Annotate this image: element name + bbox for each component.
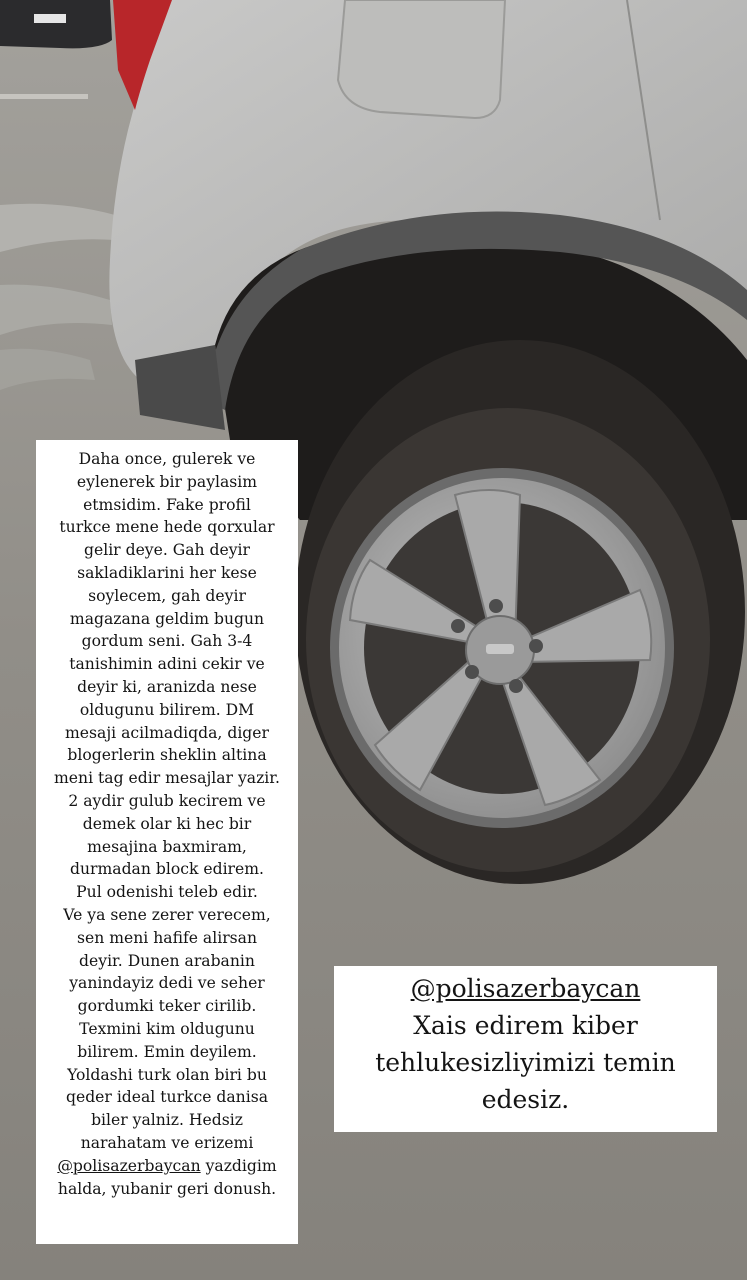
callout-line: tehlukesizliyimizi temin [375, 1048, 676, 1077]
story-line: soylecem, gah deyir [88, 586, 246, 605]
story-line: bilirem. Emin deyilem. [77, 1042, 257, 1061]
story-line: halda, yubanir geri donush. [57, 1179, 277, 1198]
story-line: etmsidim. Fake profil [83, 495, 251, 514]
story-line: gordumki teker cirilib. [77, 997, 257, 1016]
fuel-door [338, 0, 505, 118]
story-line: Pul odenishi teleb edir. [76, 883, 258, 902]
story-line: sen meni hafife alirsan [77, 928, 257, 947]
background-car [0, 0, 112, 48]
mention-suffix: yazdigim [200, 1156, 277, 1175]
callout-mention-link[interactable]: @polisazerbaycan [410, 974, 641, 1003]
parking-line [0, 94, 88, 99]
story-line: Daha once, gulerek ve [78, 450, 256, 468]
story-line: deyir ki, aranizda nese [77, 677, 257, 696]
story-line: sakladiklarini her kese [77, 563, 257, 582]
callout-line: edesiz. [481, 1085, 570, 1114]
story-text-box [36, 440, 298, 1244]
story-line: gordum seni. Gah 3-4 [81, 632, 253, 651]
story-paragraph [42, 448, 292, 1200]
story-line: biler yalniz. Hedsiz [91, 1111, 243, 1130]
story-line: oldugunu bilirem. DM [79, 700, 255, 719]
mention-link[interactable]: @polisazerbaycan [57, 1156, 201, 1175]
story-line: mesaji acilmadiqda, diger [65, 723, 269, 742]
story-line: magazana geldim bugun [69, 609, 265, 628]
story-line: durmadan block edirem. [70, 860, 264, 879]
callout-line: Xais edirem kiber [413, 1011, 638, 1040]
story-line: Texmini kim oldugunu [79, 1019, 255, 1038]
license-plate [34, 14, 66, 23]
story-line: qeder ideal turkce danisa [65, 1088, 268, 1107]
story-mention-line [42, 1155, 292, 1178]
hub-emblem [486, 644, 514, 654]
story-line: tanishimin adini cekir ve [69, 655, 265, 674]
story-line: yanindayiz dedi ve seher [69, 974, 265, 993]
story-line: narahatam ve erizemi [80, 1133, 254, 1152]
story-line: blogerlerin sheklin altina [67, 746, 267, 765]
story-line: 2 aydir gulub kecirem ve [68, 791, 266, 810]
story-line: Ve ya sene zerer verecem, [63, 905, 271, 924]
story-line: mesajina baxmiram, [87, 837, 247, 856]
story-line: gelir deye. Gah deyir [84, 541, 250, 560]
callout-box [334, 966, 717, 1132]
story-line: demek olar ki hec bir [82, 814, 252, 833]
story-line: turkce mene hede qorxular [59, 518, 275, 537]
story-line: Yoldashi turk olan biri bu [67, 1065, 267, 1084]
story-line: meni tag edir mesajlar yazir. [54, 769, 280, 788]
story-line: deyir. Dunen arabanin [79, 951, 255, 970]
story-line: eylenerek bir paylasim [76, 472, 258, 491]
